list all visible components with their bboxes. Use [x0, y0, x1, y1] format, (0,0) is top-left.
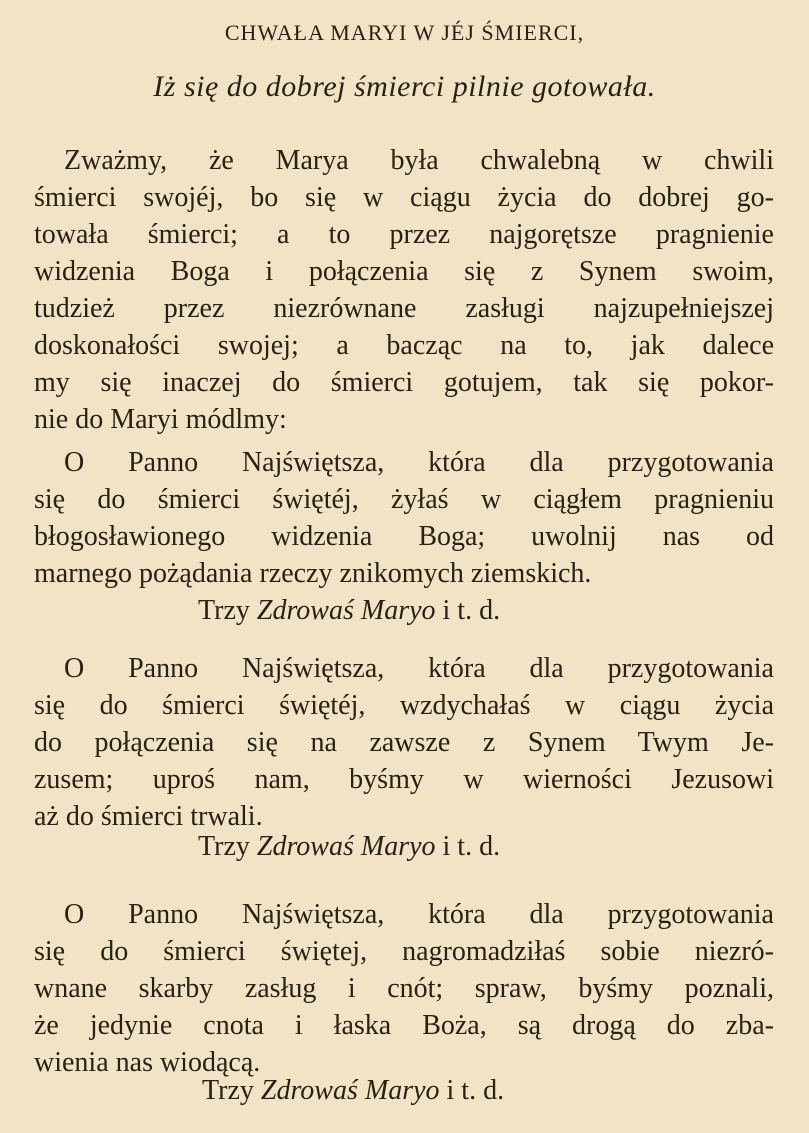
text-line: O Panno Najświętsza, która dla przygotowania [64, 653, 774, 684]
text-line: się do śmierci świętéj, żyłaś w ciągłem pragnieniu [34, 484, 774, 515]
refrain-pre: Trzy [198, 831, 250, 862]
text-line: błogosławionego widzenia Boga; uwolnij nas od [34, 521, 774, 552]
text-line: O Panno Najświętsza, która dla przygotowania [64, 447, 774, 478]
text-line: do połączenia się na zawsze z Synem Twym Je- [34, 727, 774, 758]
refrain-post: i t. d. [442, 831, 501, 862]
text-line: wnane skarby zasług i cnót; spraw, byśmy poznali, [34, 973, 774, 1004]
refrain-post: i t. d. [442, 595, 501, 626]
refrain-line [34, 1072, 809, 1109]
refrain-pre: Trzy [202, 1075, 254, 1106]
refrain-post: i t. d. [446, 1075, 505, 1106]
text-line: doskonałości swojej; a bacząc na to, jak dalece [34, 330, 774, 361]
text-line: O Panno Najświętsza, która dla przygotowania [64, 899, 774, 930]
prayer-paragraph [34, 444, 774, 592]
text-line: że jedynie cnota i łaska Boża, są drogą do zba- [34, 1010, 774, 1041]
refrain-line [34, 828, 809, 865]
text-line: marnego pożądania rzeczy znikomych ziemskich. [34, 558, 592, 589]
chapter-heading: CHWAŁA MARYI W JÉJ ŚMIERCI, [224, 20, 585, 45]
text-line: zusem; uproś nam, byśmy w wierności Jezusowi [34, 764, 774, 795]
text-line: tudzież przez niezrównane zasługi najzupełniejszej [34, 293, 774, 324]
refrain-italic: Zdrowaś Maryo [256, 831, 436, 862]
refrain-line [34, 592, 809, 629]
refrain-italic: Zdrowaś Maryo [256, 595, 436, 626]
text-line: się do śmierci świętéj, wzdychałaś w ciągu życia [34, 690, 774, 721]
text-line: nie do Maryi módlmy: [34, 404, 287, 435]
text-line: Zważmy, że Marya była chwalebną w chwili [64, 145, 774, 176]
text-line: śmierci swojéj, bo się w ciągu życia do dobrej go- [34, 182, 774, 213]
text-line: my się inaczej do śmierci gotujem, tak się pokor- [34, 367, 774, 398]
prayer-paragraph [34, 896, 774, 1081]
text-line: wienia nas wiodącą. [34, 1047, 261, 1078]
refrain-pre: Trzy [198, 595, 250, 626]
intro-paragraph [34, 142, 774, 438]
text-line: widzenia Boga i połączenia się z Synem swoim, [34, 256, 774, 287]
refrain-italic: Zdrowaś Maryo [260, 1075, 440, 1106]
prayer-paragraph [34, 650, 774, 835]
text-line: się do śmierci świętej, nagromadziłaś sobie niezró- [34, 936, 774, 967]
text-line: aż do śmierci trwali. [34, 801, 263, 832]
text-line: towała śmierci; a to przez najgorętsze pragnienie [34, 219, 774, 250]
chapter-subheading: Iż się do dobrej śmierci pilnie gotowała. [153, 70, 656, 103]
